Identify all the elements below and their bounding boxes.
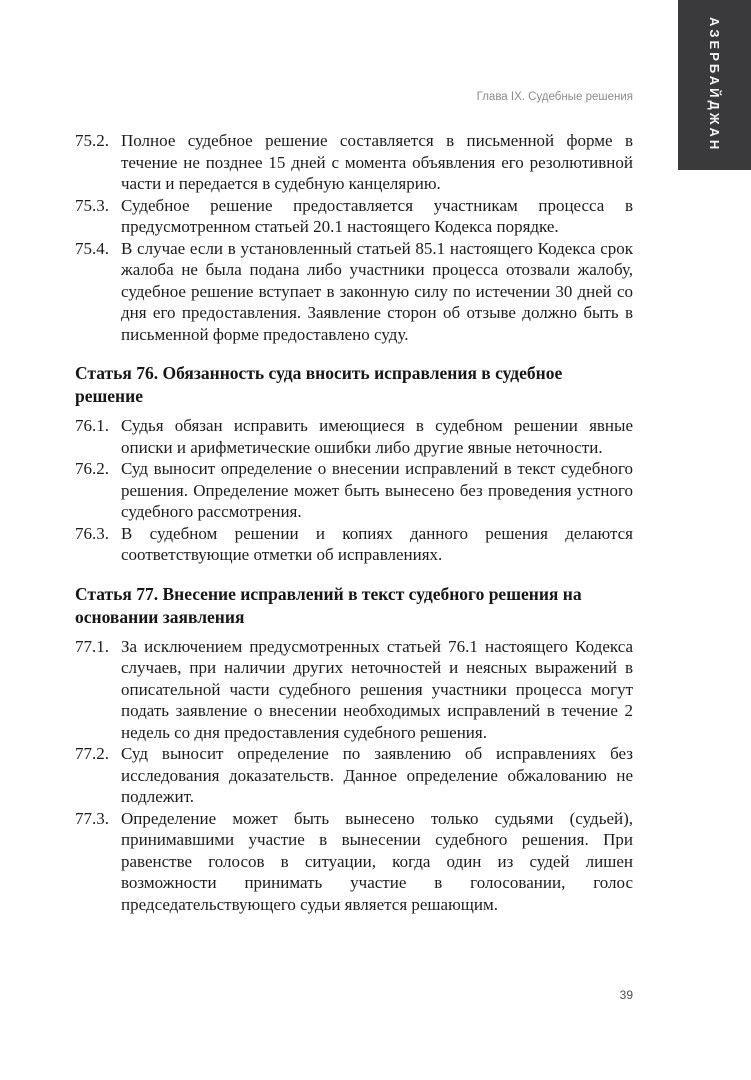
section-75: [75, 130, 633, 345]
item-number: 77.1.: [75, 636, 109, 656]
item-text: Полное судебное решение составляется в письменной форме в течение не позднее 15 дней с момента объявления его резолютивной части и передается в судебную канцелярию.: [121, 131, 633, 193]
country-tab: [678, 0, 751, 170]
section-heading: Статья 76. Обязанность суда вносить исправления в судебное решение: [75, 363, 563, 406]
item-text: В судебном решении и копиях данного решения делаются соответствующие отметки об исправлениях.: [121, 523, 633, 564]
country-tab-label: АЗЕРБАЙДЖАН: [707, 17, 722, 153]
running-header: Глава IX. Судебные решения: [476, 91, 633, 103]
item-text: Суд выносит определение о внесении исправлений в текст судебного решения. Определение может быть вынесено без проведения устного судебного рассмотрения.: [121, 459, 633, 521]
list-item: [75, 195, 633, 238]
list-item: [75, 415, 633, 458]
list-item: [75, 130, 633, 195]
list-item: [75, 636, 633, 744]
list-item: [75, 808, 633, 916]
item-number: 75.2.: [75, 131, 109, 150]
list-item: [75, 743, 633, 808]
section-76: [75, 362, 633, 566]
section-heading: Статья 77. Внесение исправлений в текст судебного решения на основании заявления: [75, 583, 582, 627]
item-text: Судебное решение предоставляется участникам процесса в предусмотренном статьей 20.1 настоящего Кодекса порядке.: [121, 195, 633, 236]
item-text: Суд выносит определение по заявлению об исправлениях без исследования доказательств. Данное определение обжалованию не подлежит.: [121, 744, 633, 806]
list-item: [75, 458, 633, 523]
item-text: В случае если в установленный статьей 85.1 настоящего Кодекса срок жалоба не была подана либо участники процесса отозвали жалобу, судебное решение вступает в законную силу по истечении 30 дней со дня его предоставления. Заявление сторон об отзыве должно быть в письменной форме предоставлено суду.: [121, 238, 633, 344]
item-number: 77.2.: [75, 744, 109, 763]
item-number: 77.3.: [75, 808, 109, 828]
item-number: 75.3.: [75, 195, 109, 215]
item-text: За исключением предусмотренных статьей 76.1 настоящего Кодекса случаев, при наличии других неточностей и неясных выражений в описательной части судебного решения участники процесса могут подать заявление о внесении необходимых исправлений в течение 2 недель со дня предоставления судебного решения.: [121, 636, 633, 742]
section-77: [75, 583, 633, 916]
list-item: [75, 238, 633, 346]
item-text: Определение может быть вынесено только судьями (судьей), принимавшими участие в вынесении судебного решения. При равенстве голосов в ситуации, когда один из судей лишен возможности принимать участие в голосовании, голос председательствующего судьи является решающим.: [121, 808, 633, 914]
list-item: [75, 523, 633, 566]
item-text: Судья обязан исправить имеющиеся в судебном решении явные описки и арифметические ошибки либо другие явные неточности.: [121, 416, 633, 457]
item-number: 76.1.: [75, 416, 109, 435]
item-number: 76.3.: [75, 523, 109, 543]
item-number: 76.2.: [75, 459, 109, 478]
page-content: [75, 130, 633, 915]
page-number: 39: [619, 988, 633, 1002]
item-number: 75.4.: [75, 238, 109, 258]
